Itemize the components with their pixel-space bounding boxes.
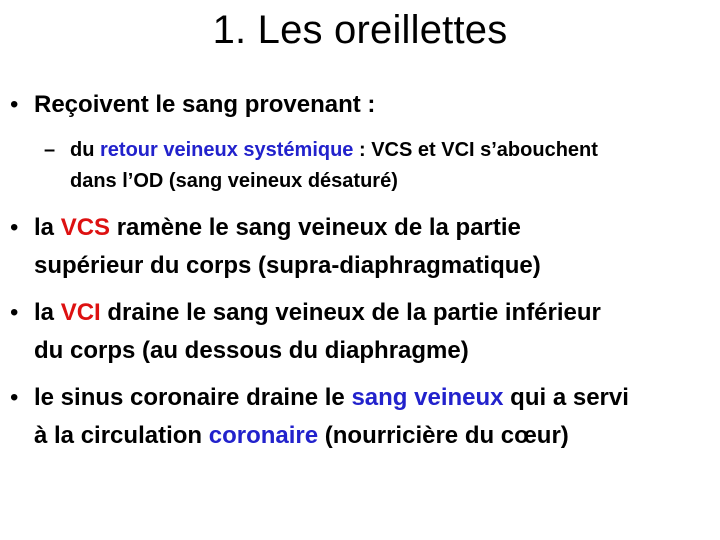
sub-bullet-1-line-1 bbox=[70, 135, 598, 166]
bullet-2-prefix: la bbox=[34, 214, 61, 241]
bullet-4-suffix: qui a servi bbox=[503, 384, 629, 411]
bullet-2-highlight: VCS bbox=[60, 214, 111, 241]
bullet-2-line-1 bbox=[34, 209, 521, 247]
bullet-4-line-2-highlight: coronaire bbox=[208, 422, 319, 449]
bullet-3-prefix: la bbox=[34, 299, 61, 326]
bullet-4-line-2 bbox=[34, 417, 569, 455]
sub-bullet-dash: – bbox=[44, 139, 56, 161]
sub-bullet-1-suffix: : VCS et VCI s’abouchent bbox=[353, 139, 598, 161]
bullet-1-text: Reçoivent le sang provenant : bbox=[34, 91, 376, 118]
sub-bullet-1-line-2: dans l’OD (sang veineux désaturé) bbox=[70, 170, 398, 192]
bullet-4-line-1 bbox=[34, 379, 629, 417]
bullet-3-highlight: VCI bbox=[60, 299, 101, 326]
bullet-2-line-2: supérieur du corps (supra-diaphragmatique) bbox=[34, 252, 541, 279]
bullet-3-suffix: draine le sang veineux de la partie inférieur bbox=[100, 299, 601, 326]
bullet-marker: • bbox=[10, 384, 19, 411]
bullet-4-prefix: le sinus coronaire draine le bbox=[34, 384, 352, 411]
bullet-4-line-2-prefix: à la circulation bbox=[34, 422, 209, 449]
sub-bullet-1-prefix: du bbox=[70, 139, 100, 161]
bullet-3-line-2: du corps (au dessous du diaphragme) bbox=[34, 337, 469, 364]
bullet-4-line-2-suffix: (nourricière du cœur) bbox=[318, 422, 569, 449]
bullet-marker: • bbox=[10, 91, 19, 118]
slide-title: 1. Les oreillettes bbox=[212, 8, 508, 52]
bullet-3-line-1 bbox=[34, 294, 601, 332]
bullet-marker: • bbox=[10, 299, 19, 326]
bullet-4-highlight: sang veineux bbox=[351, 384, 504, 411]
bullet-2-suffix: ramène le sang veineux de la partie bbox=[110, 214, 521, 241]
sub-bullet-1-highlight: retour veineux systémique bbox=[100, 139, 354, 161]
bullet-marker: • bbox=[10, 214, 19, 241]
